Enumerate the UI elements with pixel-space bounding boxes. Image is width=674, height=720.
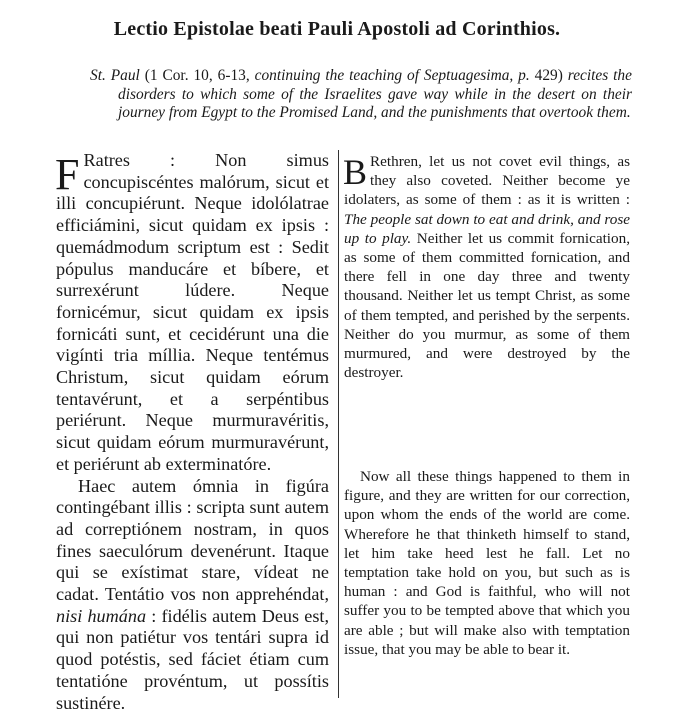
english-scripture-quote: The people sat down to eat and drink, and rose up to play.	[344, 210, 630, 247]
english-text-column	[343, 152, 630, 658]
english-drop-cap: B	[343, 152, 368, 192]
reading-title: Lectio Epistolae beati Pauli Apostoli ad Corinthios.	[113, 18, 561, 40]
intro-page-abbrev: p.	[518, 67, 530, 84]
column-divider	[338, 150, 339, 698]
latin-paragraph-2	[56, 476, 329, 715]
latin-paragraph-1	[56, 150, 329, 476]
english-paragraph-2: Now all these things happened to them in figure, and they are written for our correction, upon whom the ends of the world are come. Wherefore he that thinketh himself to stand, let him take heed lest he fall. Let no temptation take hold on you, but such as is human : and God is faithful, who will not suffer you to be tempted above that which you are able ; but will make also with temptation issue, that you may be able to bear it.	[344, 468, 630, 658]
english-paragraph-1-text-a: Rethren, let us not covet evil things, as they also coveted. Neither become ye idolaters, as some of them : as it is written :	[344, 153, 630, 209]
intro-author: St. Paul	[90, 67, 140, 84]
latin-paragraph-2-text-b: nisi humána	[56, 605, 147, 626]
latin-paragraph-1-text: Ratres : Non simus concupiscéntes malórum, sicut et illi concupiérunt. Neque idolólatrae efficiámini, sicut quidam ex ipsis : quemádmodum scriptum est : Sedit pópulus manducáre et bíbere, et surrexérunt lúdere. Neque fornicémur, sicut quidam ex ipsis fornicáti sunt, et cecidérunt una die vigínti tria míllia. Neque tentémus Christum, sicut quidam eórum tentavérunt, et a serpéntibus periérunt. Neque murmuravéritis, sicut quidam eórum murmuravérunt, et periérunt ab exterminatóre.	[56, 150, 329, 474]
latin-drop-cap: F	[55, 150, 80, 199]
intro-page-number: 429)	[534, 67, 563, 84]
latin-text-column	[56, 150, 329, 714]
english-paragraph-1-text-c: Neither let us commit fornication, as some of them committed fornication, and there fell in one day three and twenty thousand. Neither let us tempt Christ, as some of them tempted, and perished by the serpents. Neither do you murmur, as some of them murmured, and were destroyed by the destroyer.	[344, 229, 630, 382]
latin-paragraph-2-text-a: Haec autem ómnia in figúra contingébant illis : scripta sunt autem ad correptiónem nostram, in quos fines saeculórum devenérunt. Itaque qui se exístimat stare, vídeat ne cadat. Tentátio vos non apprehéndat,	[56, 475, 329, 605]
reading-introduction	[90, 67, 632, 123]
intro-reference: (1 Cor. 10, 6-13,	[144, 67, 250, 84]
english-paragraph-1	[344, 152, 630, 382]
intro-summary: recites the disorders to which some of the Israelites gave way while in the desert on their journey from Egypt to the Promised Land, and the punishments that overtook them.	[118, 67, 632, 121]
intro-context: continuing the teaching of Septuagesima,	[254, 67, 514, 84]
latin-paragraph-2-text-c: : fidélis autem Deus est, qui non patiétur vos tentári supra id quod potéstis, sed fáciet étiam cum tentatióne provéntum, ut possítis sustinére.	[56, 605, 329, 713]
